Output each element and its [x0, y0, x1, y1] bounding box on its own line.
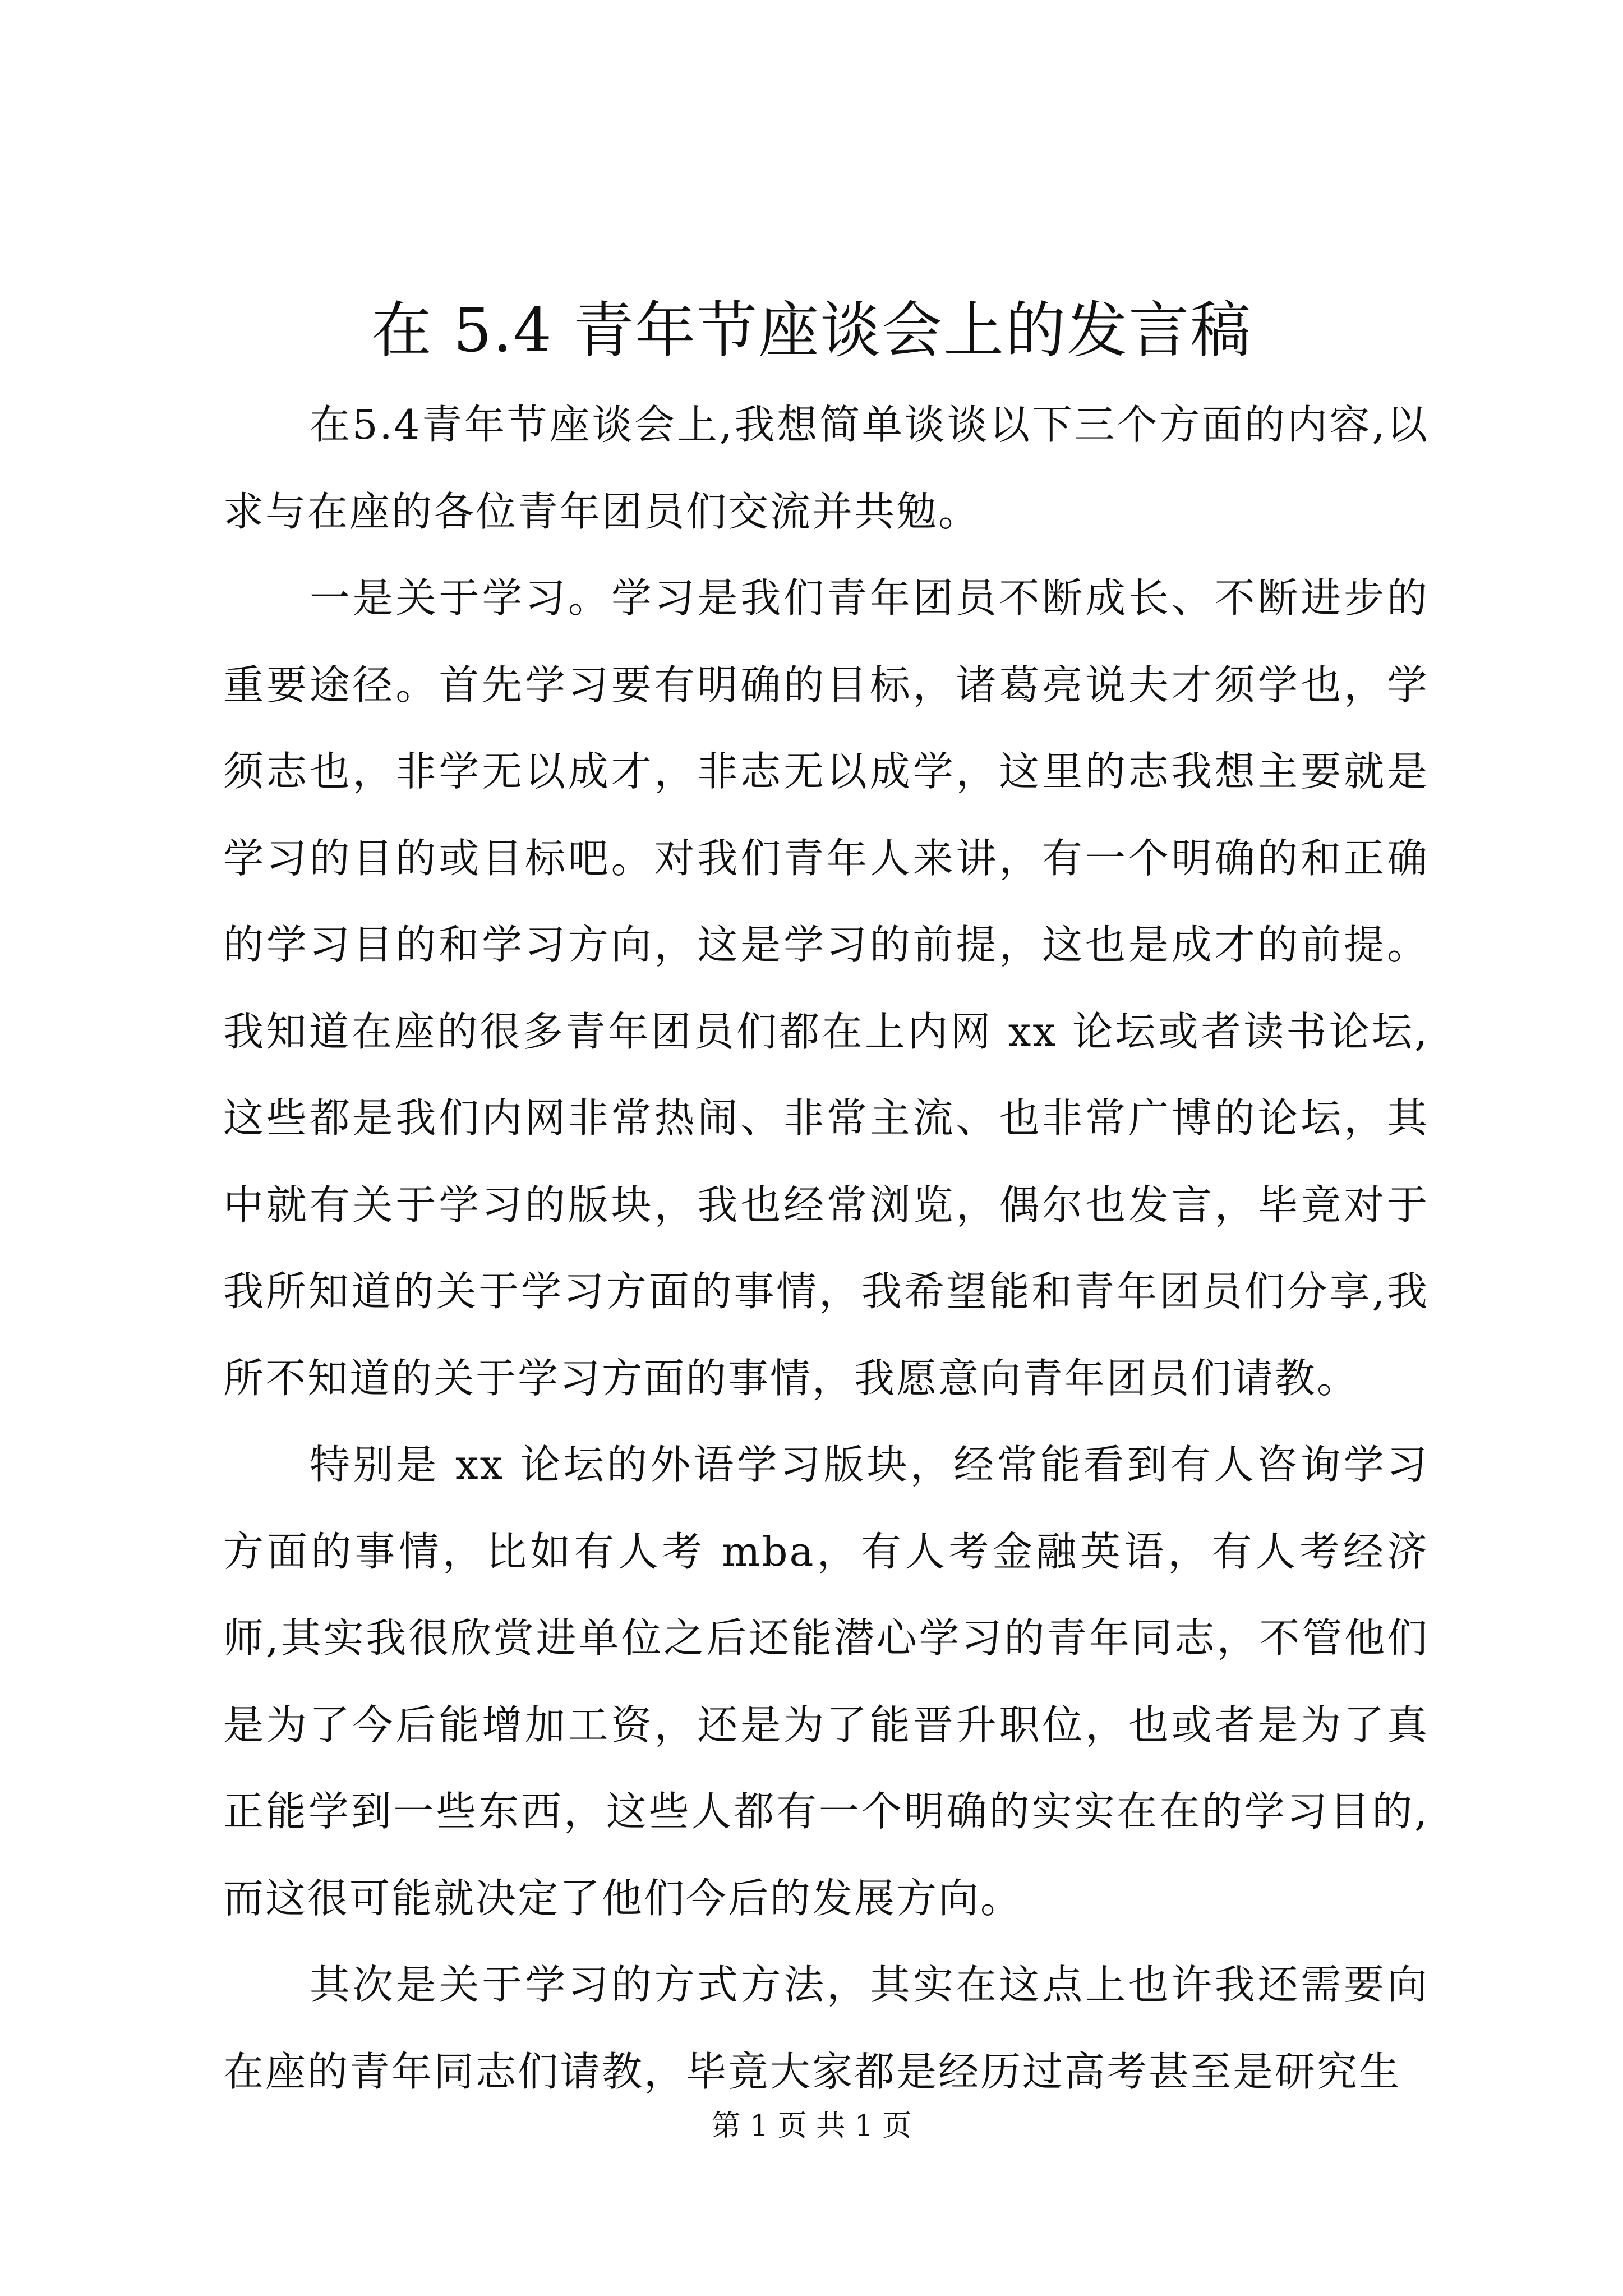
page-number-footer: 第 1 页 共 1 页	[711, 2109, 912, 2143]
document-title: 在 5.4 青年节座谈会上的发言稿	[371, 296, 1252, 366]
paragraph-study: 一是关于学习。学习是我们青年团员不断成长、不断进步的重要途径。首先学习要有明确的目标，诸葛亮说夫才须学也，学须志也，非学无以成才，非志无以成学，这里的志我想主要就是学习的目的或目标吧。对我们青年人来讲，有一个明确的和正确的学习目的和学习方向，这是学习的前提，这也是成才的前提。我知道在座的很多青年团员们都在上内网 xx 论坛或者读书论坛,这些都是我们内网非常热闹、非常主流、也非常广博的论坛，其中就有关于学习的版块，我也经常浏览，偶尔也发言，毕竟对于我所知道的关于学习方面的事情，我希望能和青年团员们分享,我所不知道的关于学习方面的事情，我愿意向青年团员们请教。	[223, 574, 1429, 1402]
paragraph-methods: 其次是关于学习的方式方法，其实在这点上也许我还需要向在座的青年同志们请教，毕竟大家都是经历过高考甚至是研究生	[223, 1961, 1429, 2095]
paragraph-forum: 特别是 xx 论坛的外语学习版块，经常能看到有人咨询学习方面的事情，比如有人考 mba，有人考金融英语，有人考经济师,其实我很欣赏进单位之后还能潜心学习的青年同志，不管他们是为了今后能增加工资，还是为了能晋升职位，也或者是为了真正能学到一些东西，这些人都有一个明确的实实在在的学习目的,而这很可能就决定了他们今后的发展方向。	[223, 1441, 1429, 1922]
document-body	[223, 381, 1429, 2115]
paragraph-intro: 在5.4青年节座谈会上,我想简单谈谈以下三个方面的内容,以求与在座的各位青年团员们交流并共勉。	[223, 401, 1429, 535]
